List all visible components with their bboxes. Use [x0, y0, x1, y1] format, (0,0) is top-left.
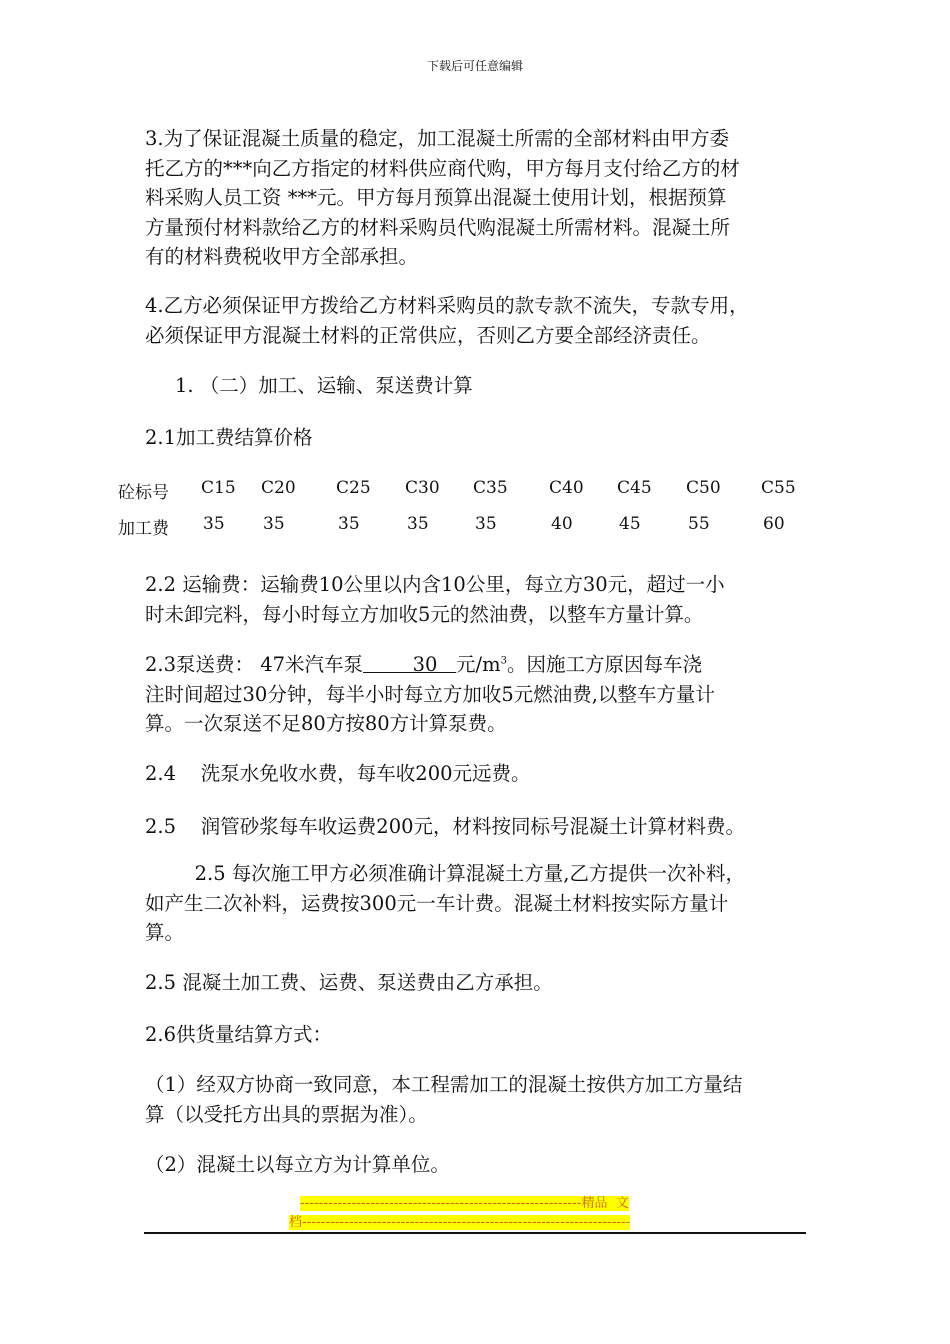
grade-cell: C35 [473, 478, 508, 498]
paragraph-settlement-1: （1）经双方协商一致同意，本工程需加工的混凝土按供方加工方量结 算（以受托方出具的票据为准）。 [145, 1073, 743, 1126]
fee-cell: 35 [203, 514, 225, 534]
row-label-fee: 加工费 [118, 519, 169, 539]
pump-fee-unit: 元/m [456, 653, 501, 676]
footer-rule [144, 1232, 806, 1234]
grade-cell: C15 [201, 478, 236, 498]
grade-cell: C25 [336, 478, 371, 498]
paragraph-4-funds: 4.乙方必须保证甲方拨给乙方材料采购员的款专款不流失，专款专用， 必须保证甲方混凝土材料的正常供应，否则乙方要全部经济责任。 [145, 294, 749, 347]
grade-cell: C45 [617, 478, 652, 498]
footer-line-1: ------------------------------------------------------------精品 文 [300, 1196, 629, 1211]
fee-cell: 40 [551, 514, 573, 534]
row-label-grade: 砼标号 [118, 483, 169, 503]
cubic-superscript: 3 [500, 655, 507, 667]
paragraph-settlement-2: （2）混凝土以每立方为计算单位。 [145, 1153, 450, 1176]
paragraph-wash-water: 2.4 洗泵水免收水费，每车收200元远费。 [145, 762, 531, 785]
paragraph-pump-fee [145, 650, 810, 739]
fee-cell: 35 [338, 514, 360, 534]
paragraph-mortar: 2.5 润管砂浆每车收运费200元，材料按同标号混凝土计算材料费。 [145, 815, 746, 838]
pump-fee-rest: 。因施工方原因每车浇 注时间超过30分钟，每半小时每立方加收5元燃油费,以整车方量计 算。一次泵送不足80方按80方计算泵费。 [145, 653, 715, 735]
page-header: 下载后可任意编辑 [426, 59, 523, 73]
paragraph-3-materials: 3.为了保证混凝土质量的稳定，加工混凝土所需的全部材料由甲方委 托乙方的***向乙方指定的材料供应商代购，甲方每月支付给乙方的材 料采购人员工资 ***元。甲方每月预算出混凝土使用计划，根据预算 方量预付材料款给乙方的材料采购员代购混凝土所需材料。混凝土所 有的材料费税收甲方全部承担。 [145, 127, 740, 268]
paragraph-costs-borne: 2.5 混凝土加工费、运费、泵送费由乙方承担。 [145, 971, 553, 994]
pump-fee-prefix: 2.3泵送费： 47米汽车泵 [145, 653, 364, 676]
fee-cell: 35 [263, 514, 285, 534]
paragraph-transport-fee: 2.2 运输费：运输费10公里以内含10公里，每立方30元，超过一小 时未卸完料，每小时每立方加收5元的然油费，以整车方量计算。 [145, 573, 725, 626]
paragraph-refill: 2.5 每次施工甲方必须准确计算混凝土方量,乙方提供一次补料， 如产生二次补料，运费按300元一车计费。混凝土材料按实际方量计 算。 [145, 862, 745, 944]
footer-watermark [289, 1194, 659, 1232]
pump-fee-price: 30 [363, 653, 457, 676]
fee-cell: 60 [763, 514, 785, 534]
grade-cell: C55 [761, 478, 796, 498]
grade-cell: C20 [261, 478, 296, 498]
grade-cell: C50 [686, 478, 721, 498]
fee-cell: 45 [619, 514, 641, 534]
footer-line-2: 档---------------------------------------------------------------------- [289, 1215, 631, 1230]
subheading-settlement: 2.6供货量结算方式： [145, 1023, 333, 1046]
fee-cell: 55 [688, 514, 710, 534]
grade-cell: C30 [405, 478, 440, 498]
section-heading-fees: 1. （二）加工、运输、泵送费计算 [175, 374, 473, 397]
fee-cell: 35 [475, 514, 497, 534]
grade-cell: C40 [549, 478, 584, 498]
subheading-processing-price: 2.1加工费结算价格 [145, 426, 313, 449]
fee-cell: 35 [407, 514, 429, 534]
